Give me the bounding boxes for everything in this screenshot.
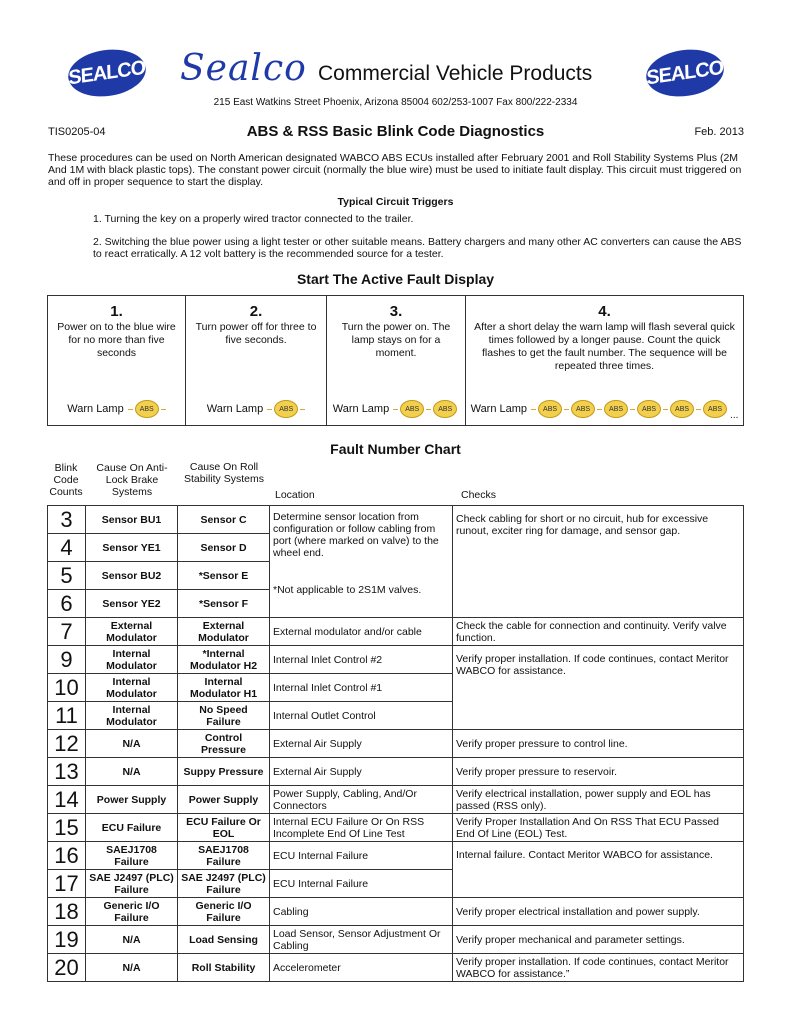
lamp-ray-icon [128,409,133,410]
location-cell: ECU Internal Failure [270,842,453,870]
warn-lamp-label: Warn Lamp [67,403,124,415]
abs-cause: Generic I/O Failure [86,898,178,926]
rss-cause: *Sensor F [178,590,270,618]
location-cell: Internal Inlet Control #2 [270,646,453,674]
blink-code: 9 [48,646,86,674]
location-cell: External Air Supply [270,730,453,758]
blink-code: 11 [48,702,86,730]
step-number: 4. [598,303,611,320]
warn-lamp-label: Warn Lamp [470,403,528,415]
table-row [48,758,744,786]
lamp-ray-icon [393,409,398,410]
fault-number-chart [47,505,744,982]
warn-lamp-icon: ABS [274,400,298,418]
document-id: TIS0205-04 [48,126,106,138]
sensor-note: *Not applicable to 2S1M valves. [273,584,422,596]
abs-cause: Power Supply [86,786,178,814]
rss-cause: ECU Failure Or EOL [178,814,270,842]
abs-cause: Internal Modulator [86,674,178,702]
fault-chart-title: Fault Number Chart [330,441,461,457]
location-cell: Power Supply, Cabling, And/Or Connectors [270,786,453,814]
intro-paragraph: These procedures can be used on North American designated WABCO ABS ECUs installed after February 2001 and Roll Stability Systems Plus (2M And 1M with black plastic tops). The constant power circuit (normally the blue wire) must be used to initiate fault display. This circuit must triggered on and off in proper sequence to start the display. [48,152,742,188]
blink-code: 6 [48,590,86,618]
checks-cell: Verify proper installation. If code continues, contact Meritor WABCO for assistance. [453,646,744,730]
table-row [48,506,744,534]
location-cell: Cabling [270,898,453,926]
warn-lamp-row [466,400,743,421]
step-column-1 [48,296,186,425]
header-location: Location [275,489,315,501]
warn-lamp-icon: ABS [637,400,661,418]
rss-cause: External Modulator [178,618,270,646]
warn-lamp-icon: ABS [400,400,424,418]
table-row [48,814,744,842]
checks-cell: Verify proper electrical installation and power supply. [453,898,744,926]
rss-cause: Load Sensing [178,926,270,954]
company-address: 215 East Watkins Street Phoenix, Arizona 85004 602/253-1007 Fax 800/222-2334 [213,97,578,108]
document-date: Feb. 2013 [694,126,744,138]
lamp-ray-icon [426,409,431,410]
lamp-ray-icon [531,409,536,410]
location-cell: Internal Outlet Control [270,702,453,730]
rss-cause: Suppy Pressure [178,758,270,786]
fault-display-steps [47,295,744,426]
checks-cell: Internal failure. Contact Meritor WABCO for assistance. [453,842,744,898]
blink-code: 14 [48,786,86,814]
blink-code: 15 [48,814,86,842]
rss-cause: No Speed Failure [178,702,270,730]
warn-lamp-icon: ABS [571,400,595,418]
lamp-ray-icon [161,409,166,410]
checks-cell: Verify electrical installation, power supply and EOL has passed (RSS only). [453,786,744,814]
blink-code: 13 [48,758,86,786]
warn-lamp-label: Warn Lamp [332,403,390,415]
table-row [48,842,744,870]
abs-cause: Internal Modulator [86,646,178,674]
warn-lamp-row [327,400,465,418]
blink-code: 19 [48,926,86,954]
step-number: 2. [249,303,263,320]
lamp-ray-icon [630,409,635,410]
abs-cause: N/A [86,926,178,954]
location-cell: Internal ECU Failure Or On RSS Incomplete End Of Line Test [270,814,453,842]
sensor-location: Determine sensor location from configuration or follow cabling from port (where marked on valve) to the wheel end. [273,511,439,559]
logo-text: SEALCO [646,56,724,89]
location-cell: ECU Internal Failure [270,870,453,898]
abs-cause: Internal Modulator [86,702,178,730]
warn-lamp-icon: ABS [433,400,457,418]
table-row [48,646,744,674]
abs-cause: Sensor BU1 [86,506,178,534]
warn-lamp-row [186,400,326,418]
location-cell: Accelerometer [270,954,453,982]
step-description: After a short delay the warn lamp will flash several quick times followed by a longer pause. Count the quick flashes to get the fault number. The sequence will be repeated three times. [474,321,735,372]
warn-lamp-icon: ABS [703,400,727,418]
abs-cause: Sensor BU2 [86,562,178,590]
trigger-step-2: 2. Switching the blue power using a light tester or other suitable means. Battery chargers and many other AC converters can cause the ABS to react erratically. A 12 volt battery is the recommended source for a tester. [93,236,742,260]
rss-cause: Sensor C [178,506,270,534]
abs-cause: ECU Failure [86,814,178,842]
header-abs-cause: Cause On Anti-Lock Brake Systems [96,462,168,498]
abs-cause: Sensor YE1 [86,534,178,562]
table-row [48,898,744,926]
sealco-logo-right [643,45,727,101]
warn-lamp-row [48,400,185,418]
rss-cause: Generic I/O Failure [178,898,270,926]
abs-cause: SAE J2497 (PLC) Failure [86,870,178,898]
blink-code: 20 [48,954,86,982]
step-column-2 [186,296,327,425]
step-description: Power on to the blue wire for no more than five seconds [57,321,176,359]
step-description: Turn power off for three to five seconds. [195,321,317,346]
header-blink-code: Blink Code Counts [49,462,83,498]
rss-cause: Sensor D [178,534,270,562]
table-row [48,730,744,758]
blink-code: 5 [48,562,86,590]
location-cell: External Air Supply [270,758,453,786]
lamp-ray-icon [267,409,272,410]
sealco-logo-left [65,45,149,101]
blink-code: 3 [48,506,86,534]
checks-cell: Verify proper installation. If code continues, contact Meritor WABCO for assistance.” [453,954,744,982]
checks-cell: Verify proper pressure to reservoir. [453,758,744,786]
warn-lamp-icon: ABS [670,400,694,418]
lamp-ray-icon [597,409,602,410]
rss-cause: Power Supply [178,786,270,814]
location-cell [270,506,453,618]
checks-cell: Check cabling for short or no circuit, hub for excessive runout, exciter ring for damage, and sensor gap. [453,506,744,618]
rss-cause: SAEJ1708 Failure [178,842,270,870]
lamp-ray-icon [663,409,668,410]
lamp-ray-icon [564,409,569,410]
step-column-3 [327,296,466,425]
blink-code: 4 [48,534,86,562]
fault-display-title: Start The Active Fault Display [296,271,495,287]
blink-code: 16 [48,842,86,870]
step-number: 3. [389,303,403,320]
abs-cause: SAEJ1708 Failure [86,842,178,870]
blink-code: 7 [48,618,86,646]
blink-code: 10 [48,674,86,702]
blink-code: 12 [48,730,86,758]
step-description: Turn the power on. The lamp stays on for a moment. [341,321,451,359]
warn-lamp-icon: ABS [135,400,159,418]
logo-text: SEALCO [68,56,146,89]
rss-cause: Internal Modulator H1 [178,674,270,702]
table-row [48,618,744,646]
abs-cause: N/A [86,758,178,786]
more-flashes-indicator: ... [730,409,739,421]
abs-cause: N/A [86,730,178,758]
location-cell: Load Sensor, Sensor Adjustment Or Cabling [270,926,453,954]
location-cell: External modulator and/or cable [270,618,453,646]
blink-code: 17 [48,870,86,898]
checks-cell: Verify proper mechanical and parameter settings. [453,926,744,954]
header-rss-cause: Cause On Roll Stability Systems [184,461,264,485]
checks-cell: Verify proper pressure to control line. [453,730,744,758]
table-row [48,954,744,982]
rss-cause: Roll Stability [178,954,270,982]
warn-lamp-icon: ABS [604,400,628,418]
table-row [48,926,744,954]
checks-cell: Verify Proper Installation And On RSS That ECU Passed End Of Line (EOL) Test. [453,814,744,842]
rss-cause: *Sensor E [178,562,270,590]
header-checks: Checks [461,489,497,501]
page-title: ABS & RSS Basic Blink Code Diagnostics [246,123,545,140]
warn-lamp-icon: ABS [538,400,562,418]
step-number: 1. [110,303,123,320]
abs-cause: N/A [86,954,178,982]
rss-cause: Control Pressure [178,730,270,758]
table-row [48,786,744,814]
rss-cause: *Internal Modulator H2 [178,646,270,674]
triggers-heading: Typical Circuit Triggers [337,196,454,208]
warn-lamp-label: Warn Lamp [206,403,264,415]
brand-subtitle: Commercial Vehicle Products [318,62,593,85]
blink-code: 18 [48,898,86,926]
location-cell: Internal Inlet Control #1 [270,674,453,702]
step-column-4 [466,296,743,425]
lamp-ray-icon [300,409,305,410]
checks-cell: Check the cable for connection and continuity. Verify valve function. [453,618,744,646]
brand-name: Sealco [180,48,307,89]
abs-cause: External Modulator [86,618,178,646]
lamp-ray-icon [696,409,701,410]
abs-cause: Sensor YE2 [86,590,178,618]
trigger-step-1: 1. Turning the key on a properly wired tractor connected to the trailer. [93,213,414,225]
rss-cause: SAE J2497 (PLC) Failure [178,870,270,898]
